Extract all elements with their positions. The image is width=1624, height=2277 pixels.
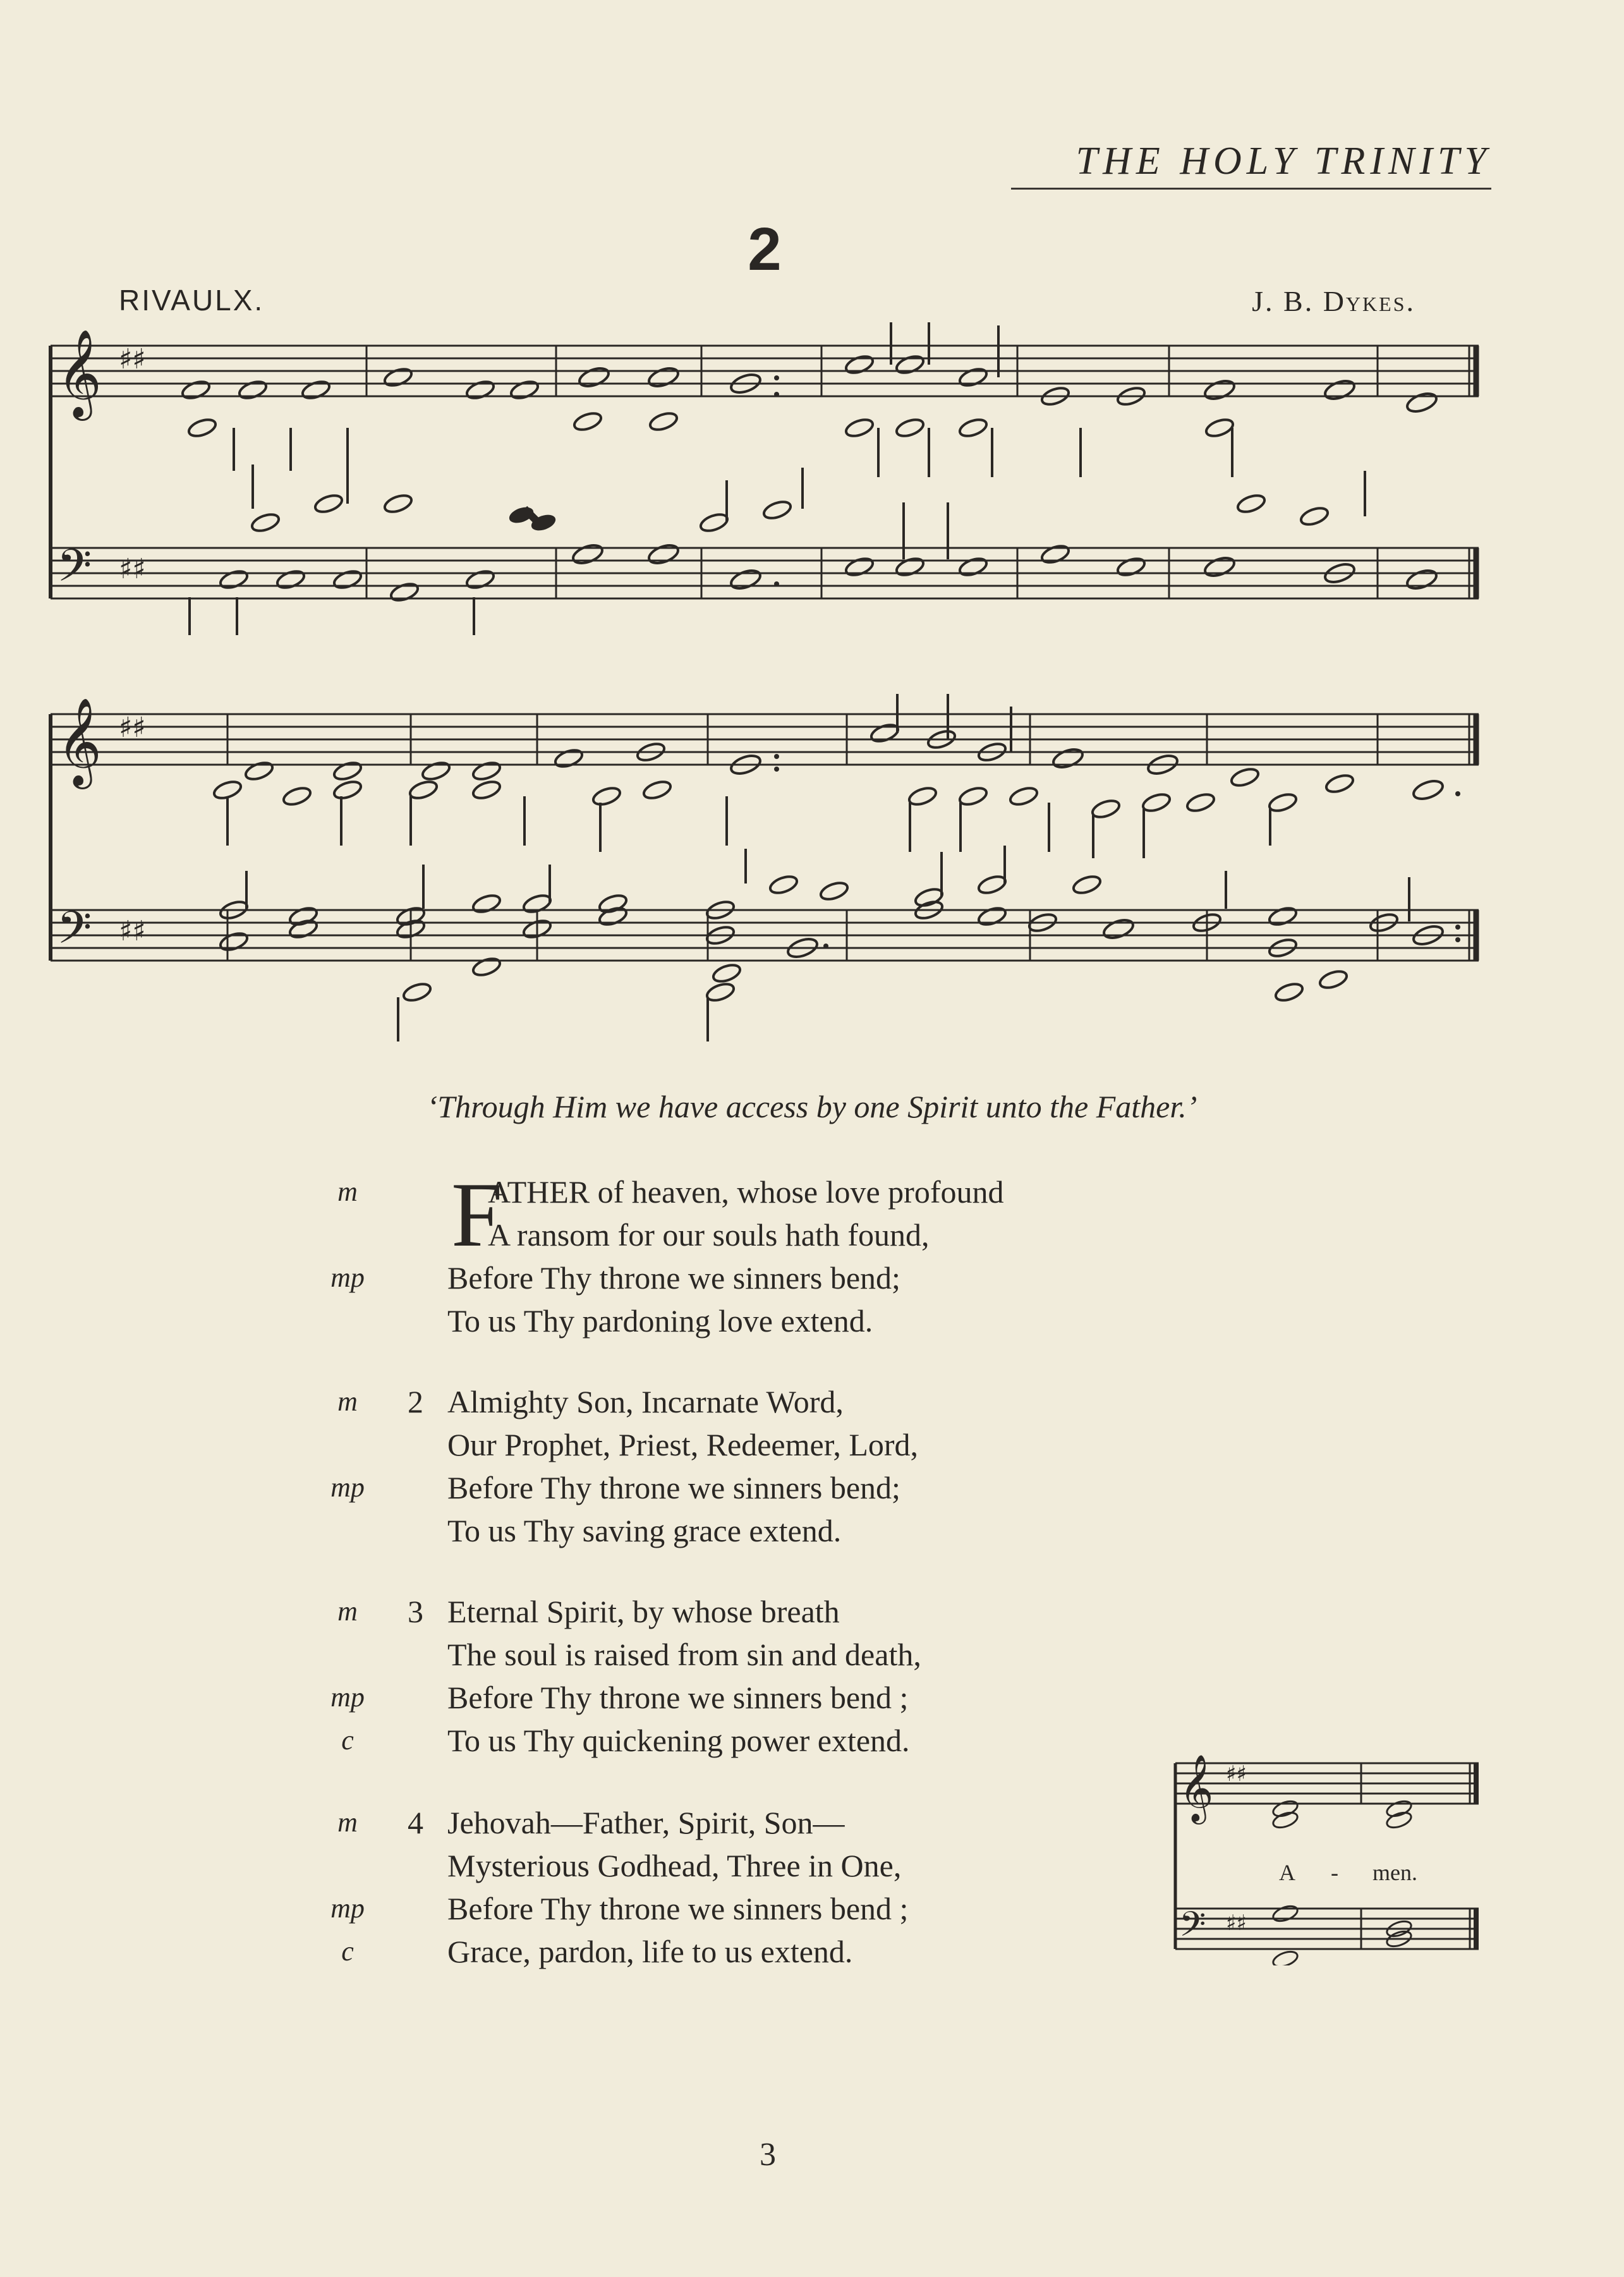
sharp-icon: ♯♯	[119, 915, 146, 947]
bass-clef-icon: 𝄢	[1179, 1904, 1206, 1953]
verse-text: The soul is raised from sin and death,	[447, 1637, 921, 1672]
sharp-icon: ♯♯	[119, 712, 146, 744]
dynamic-marking: m	[337, 1596, 358, 1627]
dynamic-marking: mp	[330, 1893, 365, 1924]
music-system-1	[44, 319, 1498, 648]
verse-line	[337, 1380, 1226, 1423]
stanza-4	[330, 1801, 1226, 1973]
verse-text: Before Thy throne we sinners bend;	[447, 1260, 900, 1296]
composer: J. B. Dykes.	[1252, 285, 1415, 317]
verse-line	[330, 1676, 1226, 1719]
verse-text: Jehovah—Father, Spirit, Son—	[447, 1805, 845, 1840]
verse-text: Before Thy throne we sinners bend ;	[447, 1891, 909, 1926]
verse-line	[341, 1213, 1226, 1256]
sharp-icon: ♯♯	[1226, 1910, 1247, 1936]
verse-line	[341, 1633, 1226, 1676]
verse-text: ATHER of heaven, whose love profound	[488, 1174, 1004, 1210]
verse-text: Grace, pardon, life to us extend.	[447, 1934, 853, 1969]
verse-line	[341, 1930, 1226, 1973]
stanza-number: 3	[408, 1594, 423, 1629]
bass-clef-icon: 𝄢	[57, 902, 92, 965]
dynamic-marking: m	[337, 1807, 358, 1838]
amen-syllable: A	[1279, 1860, 1295, 1885]
treble-clef-icon: 𝄞	[1179, 1754, 1214, 1821]
dynamic-marking: m	[337, 1386, 358, 1417]
bass-clef-icon: 𝄢	[57, 540, 92, 603]
section-title: THE HOLY TRINITY	[1011, 139, 1491, 190]
page-number: 3	[760, 2137, 776, 2173]
amen-syllable: -	[1331, 1860, 1338, 1885]
drop-cap: F	[451, 1163, 503, 1266]
verse-text: To us Thy quickening power extend.	[447, 1723, 910, 1758]
verse-text: Almighty Son, Incarnate Word,	[447, 1384, 844, 1419]
verse-text: Before Thy throne we sinners bend;	[447, 1470, 900, 1505]
music-notes	[212, 694, 1445, 1041]
music-notes	[181, 322, 1439, 635]
verse-line	[330, 1466, 1226, 1509]
treble-clef-icon: 𝄞	[57, 698, 102, 786]
amen-score	[1172, 1751, 1481, 1965]
verse-text: To us Thy pardoning love extend.	[447, 1303, 873, 1339]
epigraph: ‘Through Him we have access by one Spirit unto the Father.’	[427, 1089, 1197, 1124]
stanza-1	[330, 1163, 1226, 1342]
verse-text: A ransom for our souls hath found,	[488, 1217, 930, 1253]
verse-line	[330, 1887, 1226, 1930]
dynamic-marking: mp	[330, 1472, 365, 1503]
hymn-number: 2	[748, 216, 782, 283]
dynamic-marking: m	[337, 1176, 358, 1207]
dynamic-marking: c	[341, 1936, 354, 1967]
verse-line	[337, 1801, 1226, 1844]
dynamic-marking: mp	[330, 1682, 365, 1713]
stanza-number: 2	[408, 1384, 423, 1419]
verse-text: Before Thy throne we sinners bend ;	[447, 1680, 909, 1715]
sharp-icon: ♯♯	[1226, 1761, 1247, 1787]
verse-text: Eternal Spirit, by whose breath	[447, 1594, 840, 1629]
sharp-icon: ♯♯	[119, 343, 146, 375]
verse-line	[337, 1590, 1226, 1633]
verse-text: Our Prophet, Priest, Redeemer, Lord,	[447, 1427, 919, 1462]
tune-name: RIVAULX.	[119, 284, 265, 317]
verse-line	[341, 1509, 1226, 1552]
verse-line	[341, 1719, 1226, 1762]
music-staves	[51, 714, 1479, 961]
music-system-2	[44, 694, 1498, 1048]
amen-staves	[1172, 1751, 1481, 1965]
dynamic-marking: mp	[330, 1262, 365, 1293]
verse-text: Mysterious Godhead, Three in One,	[447, 1848, 902, 1883]
verse-line	[341, 1423, 1226, 1466]
amen-syllable: men.	[1373, 1860, 1417, 1885]
verse-line	[341, 1299, 1226, 1342]
verse-line	[341, 1844, 1226, 1887]
dynamic-marking: c	[341, 1725, 354, 1756]
stanza-number: 4	[408, 1805, 423, 1840]
verse-line	[330, 1256, 1226, 1299]
sharp-icon: ♯♯	[119, 553, 146, 585]
verse-text: To us Thy saving grace extend.	[447, 1513, 842, 1548]
stanza-3	[330, 1590, 1226, 1762]
stanza-2	[330, 1380, 1226, 1552]
treble-clef-icon: 𝄞	[57, 329, 102, 417]
